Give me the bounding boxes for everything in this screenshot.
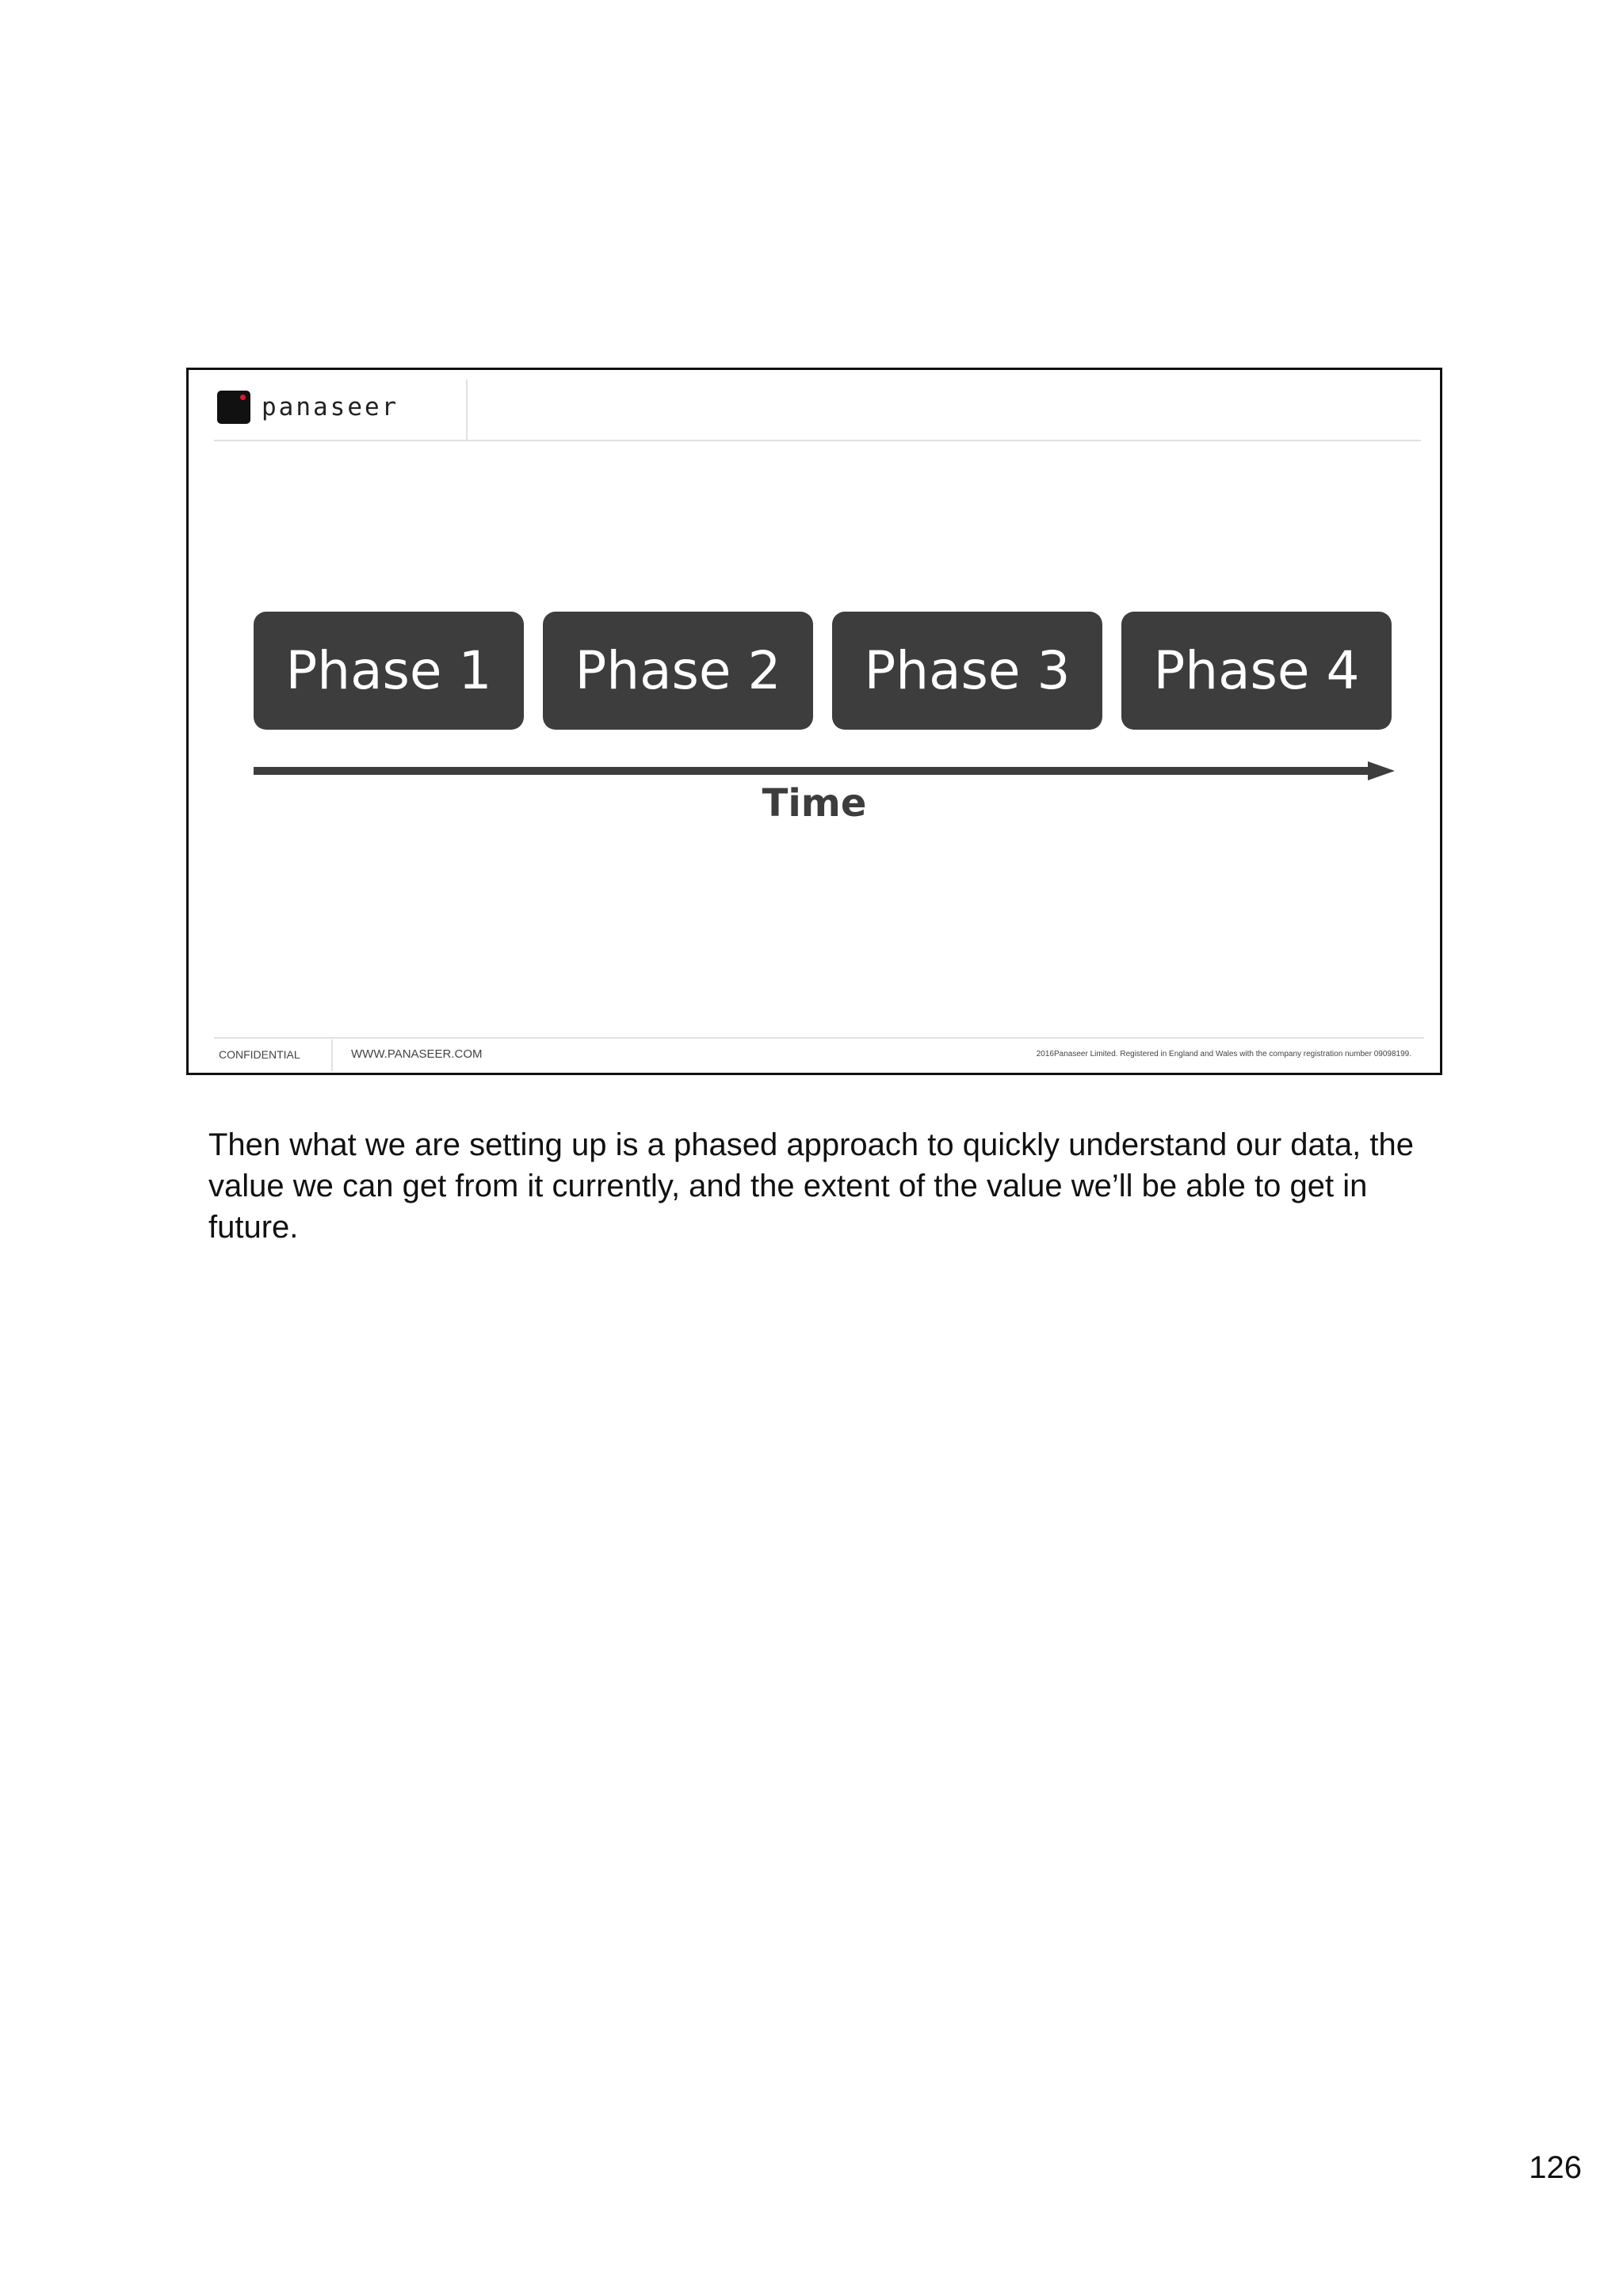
phase-2-box: Phase 2: [543, 612, 813, 730]
header-horizontal-divider: [214, 440, 1421, 441]
phase-3-box: Phase 3: [832, 612, 1102, 730]
phase-row: [254, 612, 1392, 730]
header-vertical-divider: [466, 379, 468, 440]
slide-frame: [186, 368, 1442, 1075]
footer-line: [214, 1037, 1424, 1039]
page-number: 126: [1529, 2150, 1582, 2185]
footer-legal-text: 2016Panaseer Limited. Registered in England and Wales with the company registration number 09098199.: [1036, 1050, 1411, 1058]
timeline-arrow: [254, 761, 1395, 780]
logo-mark-icon: [217, 391, 250, 424]
speaker-notes: Then what we are setting up is a phased approach to quickly understand our data, the value we can get from it currently, and the extent of the value we’ll be able to get in future.: [208, 1127, 1414, 1245]
footer-website: WWW.PANASEER.COM: [351, 1047, 483, 1061]
timeline-label: Time: [762, 781, 867, 826]
timeline-arrow-head: [1368, 761, 1395, 780]
panaseer-logo: [217, 391, 399, 424]
logo-accent-dot: [240, 395, 246, 400]
footer-confidential: CONFIDENTIAL: [219, 1048, 300, 1061]
phase-1-box: Phase 1: [254, 612, 524, 730]
footer-divider: [331, 1039, 333, 1071]
logo-text: panaseer: [262, 393, 399, 421]
phase-4-box: Phase 4: [1121, 612, 1392, 730]
